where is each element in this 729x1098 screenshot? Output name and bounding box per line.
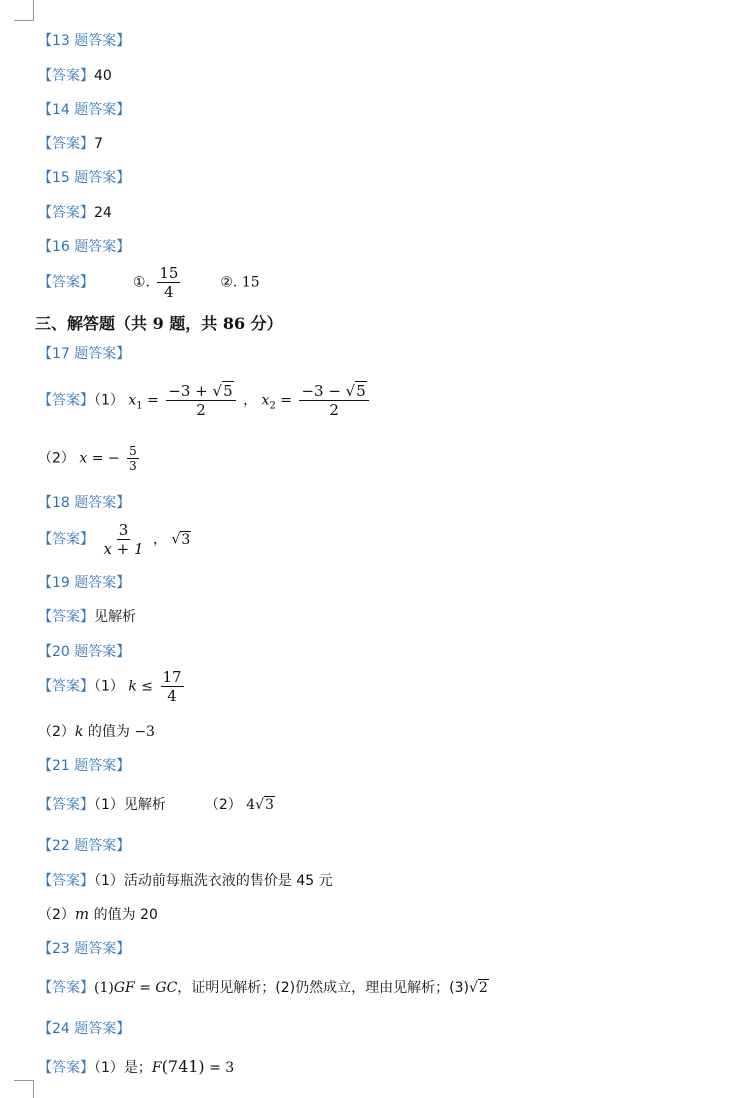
part-label: （1） bbox=[94, 678, 124, 695]
separator: ， bbox=[153, 531, 168, 548]
q19-answer-row bbox=[38, 606, 136, 626]
coefficient: 4 bbox=[246, 797, 256, 813]
answer-tag: 【答案】 bbox=[38, 1060, 94, 1076]
denominator: 2 bbox=[196, 401, 206, 419]
q21-part1: （1）见解析 bbox=[94, 797, 166, 813]
part-label: （2） bbox=[38, 724, 75, 740]
crop-mark-top-horizontal bbox=[14, 20, 34, 21]
numerator-text: −3 + bbox=[168, 382, 213, 400]
var-m: m bbox=[74, 905, 90, 923]
q14-header: 【14 题答案】 bbox=[38, 102, 131, 118]
q19-header: 【19 题答案】 bbox=[38, 575, 131, 591]
q24-part1: （1）是； bbox=[94, 1060, 152, 1076]
var-k: k bbox=[74, 724, 84, 740]
q20-value: −3 bbox=[134, 724, 155, 740]
function-f: F bbox=[151, 1060, 162, 1076]
q18-answer-row bbox=[38, 521, 191, 558]
numerator: 3 bbox=[118, 521, 129, 539]
denominator: 3 bbox=[129, 459, 137, 473]
q17-fraction-3 bbox=[127, 444, 139, 473]
part-label: （2） bbox=[38, 450, 75, 467]
var-x: x bbox=[261, 392, 270, 409]
sqrt: √3 bbox=[171, 531, 191, 548]
radicand: 5 bbox=[356, 382, 366, 400]
denominator: 4 bbox=[164, 283, 174, 301]
answer-tag: 【答案】 bbox=[38, 531, 94, 548]
q21-answer-row bbox=[38, 794, 275, 814]
q23-text: ，证明见解析；(2)仍然成立，理由见解析；(3) bbox=[177, 980, 469, 996]
equals: = bbox=[134, 980, 156, 996]
q21-header: 【21 题答案】 bbox=[38, 758, 131, 774]
sqrt: √5 bbox=[212, 382, 233, 400]
answer-tag: 【答案】 bbox=[38, 136, 94, 152]
q22-part2-row bbox=[38, 904, 158, 924]
q16-mark-2: ②. 15 bbox=[220, 274, 260, 291]
function-result: = 3 bbox=[204, 1060, 235, 1076]
q15-answer-row bbox=[38, 202, 112, 222]
q20-text: 的值为 bbox=[83, 724, 135, 740]
crop-mark-bottom-horizontal bbox=[14, 1080, 34, 1081]
radicand: 2 bbox=[478, 980, 488, 996]
q19-answer: 见解析 bbox=[94, 609, 136, 625]
subscript: 2 bbox=[269, 400, 276, 412]
part-label: (1) bbox=[94, 980, 114, 996]
numerator bbox=[299, 382, 368, 401]
sqrt: √2 bbox=[468, 980, 488, 996]
q18-header: 【18 题答案】 bbox=[38, 495, 131, 511]
answer-tag: 【答案】 bbox=[38, 68, 94, 84]
q13-answer: 40 bbox=[94, 68, 112, 84]
var-gf: GF bbox=[113, 980, 135, 996]
equals-minus: = − bbox=[91, 450, 120, 467]
crop-mark-top-vertical bbox=[33, 0, 34, 20]
numerator bbox=[166, 382, 235, 401]
denominator: x + 1 bbox=[103, 540, 144, 558]
section-3-title: 三、解答题（共 9 题，共 86 分） bbox=[35, 314, 283, 333]
q13-header: 【13 题答案】 bbox=[38, 33, 131, 49]
q17-part2-row bbox=[38, 444, 142, 473]
var-gc: GC bbox=[155, 980, 178, 996]
q17-part1-row bbox=[38, 382, 372, 419]
answer-tag: 【答案】 bbox=[38, 678, 94, 695]
q22-header: 【22 题答案】 bbox=[38, 838, 131, 854]
denominator: 2 bbox=[329, 401, 339, 419]
q20-part1-row bbox=[38, 668, 187, 705]
q16-answer-row bbox=[38, 264, 260, 301]
separator: ， bbox=[243, 392, 258, 409]
answer-tag: 【答案】 bbox=[38, 609, 94, 625]
equals: = bbox=[147, 392, 159, 409]
var-x: x bbox=[128, 392, 137, 409]
q16-mark-1: ①. bbox=[132, 274, 150, 291]
denominator: 4 bbox=[167, 687, 177, 705]
q17-header: 【17 题答案】 bbox=[38, 346, 131, 362]
numerator: 15 bbox=[159, 264, 179, 282]
function-argument: (741) bbox=[161, 1057, 205, 1076]
part-label: （2） bbox=[204, 797, 242, 813]
q24-answer-row bbox=[38, 1057, 234, 1077]
subscript: 1 bbox=[136, 400, 143, 412]
q24-header: 【24 题答案】 bbox=[38, 1021, 131, 1037]
answer-tag: 【答案】 bbox=[38, 392, 94, 409]
q17-fraction-2 bbox=[299, 382, 368, 419]
q20-header: 【20 题答案】 bbox=[38, 644, 131, 660]
q14-answer-row bbox=[38, 133, 103, 153]
radicand: 5 bbox=[223, 382, 233, 400]
answer-tag: 【答案】 bbox=[38, 274, 94, 291]
q18-fraction bbox=[101, 521, 145, 558]
answer-tag: 【答案】 bbox=[38, 797, 94, 813]
leq: ≤ bbox=[136, 678, 158, 695]
q15-answer: 24 bbox=[94, 205, 112, 221]
radicand: 3 bbox=[265, 797, 274, 813]
radicand: 3 bbox=[181, 531, 191, 548]
equals: = bbox=[280, 392, 292, 409]
var-x: x bbox=[79, 450, 88, 467]
part-label: （1） bbox=[94, 392, 124, 409]
var-k: k bbox=[128, 678, 137, 695]
q13-answer-row bbox=[38, 65, 112, 85]
q22-part1: （1）活动前每瓶洗衣液的售价是 45 元 bbox=[94, 873, 333, 889]
numerator: 5 bbox=[129, 444, 137, 458]
q23-answer-row bbox=[38, 977, 489, 997]
q16-header: 【16 题答案】 bbox=[38, 239, 131, 255]
crop-mark-bottom-vertical bbox=[33, 1080, 34, 1098]
part-label: （2） bbox=[38, 907, 75, 923]
sqrt: √3 bbox=[255, 797, 274, 813]
q22-part1-row bbox=[38, 870, 333, 890]
q22-text: 的值为 20 bbox=[89, 907, 158, 923]
q15-header: 【15 题答案】 bbox=[38, 170, 131, 186]
q14-answer: 7 bbox=[94, 136, 103, 152]
q23-header: 【23 题答案】 bbox=[38, 941, 131, 957]
sqrt: √5 bbox=[345, 382, 366, 400]
answer-tag: 【答案】 bbox=[38, 205, 94, 221]
q17-fraction-1 bbox=[166, 382, 235, 419]
answer-tag: 【答案】 bbox=[38, 873, 94, 889]
answer-tag: 【答案】 bbox=[38, 980, 94, 996]
q16-fraction bbox=[157, 264, 180, 301]
q20-fraction bbox=[161, 668, 184, 705]
q20-part2-row bbox=[38, 721, 155, 741]
numerator-text: −3 − bbox=[301, 382, 346, 400]
numerator: 17 bbox=[162, 668, 182, 686]
